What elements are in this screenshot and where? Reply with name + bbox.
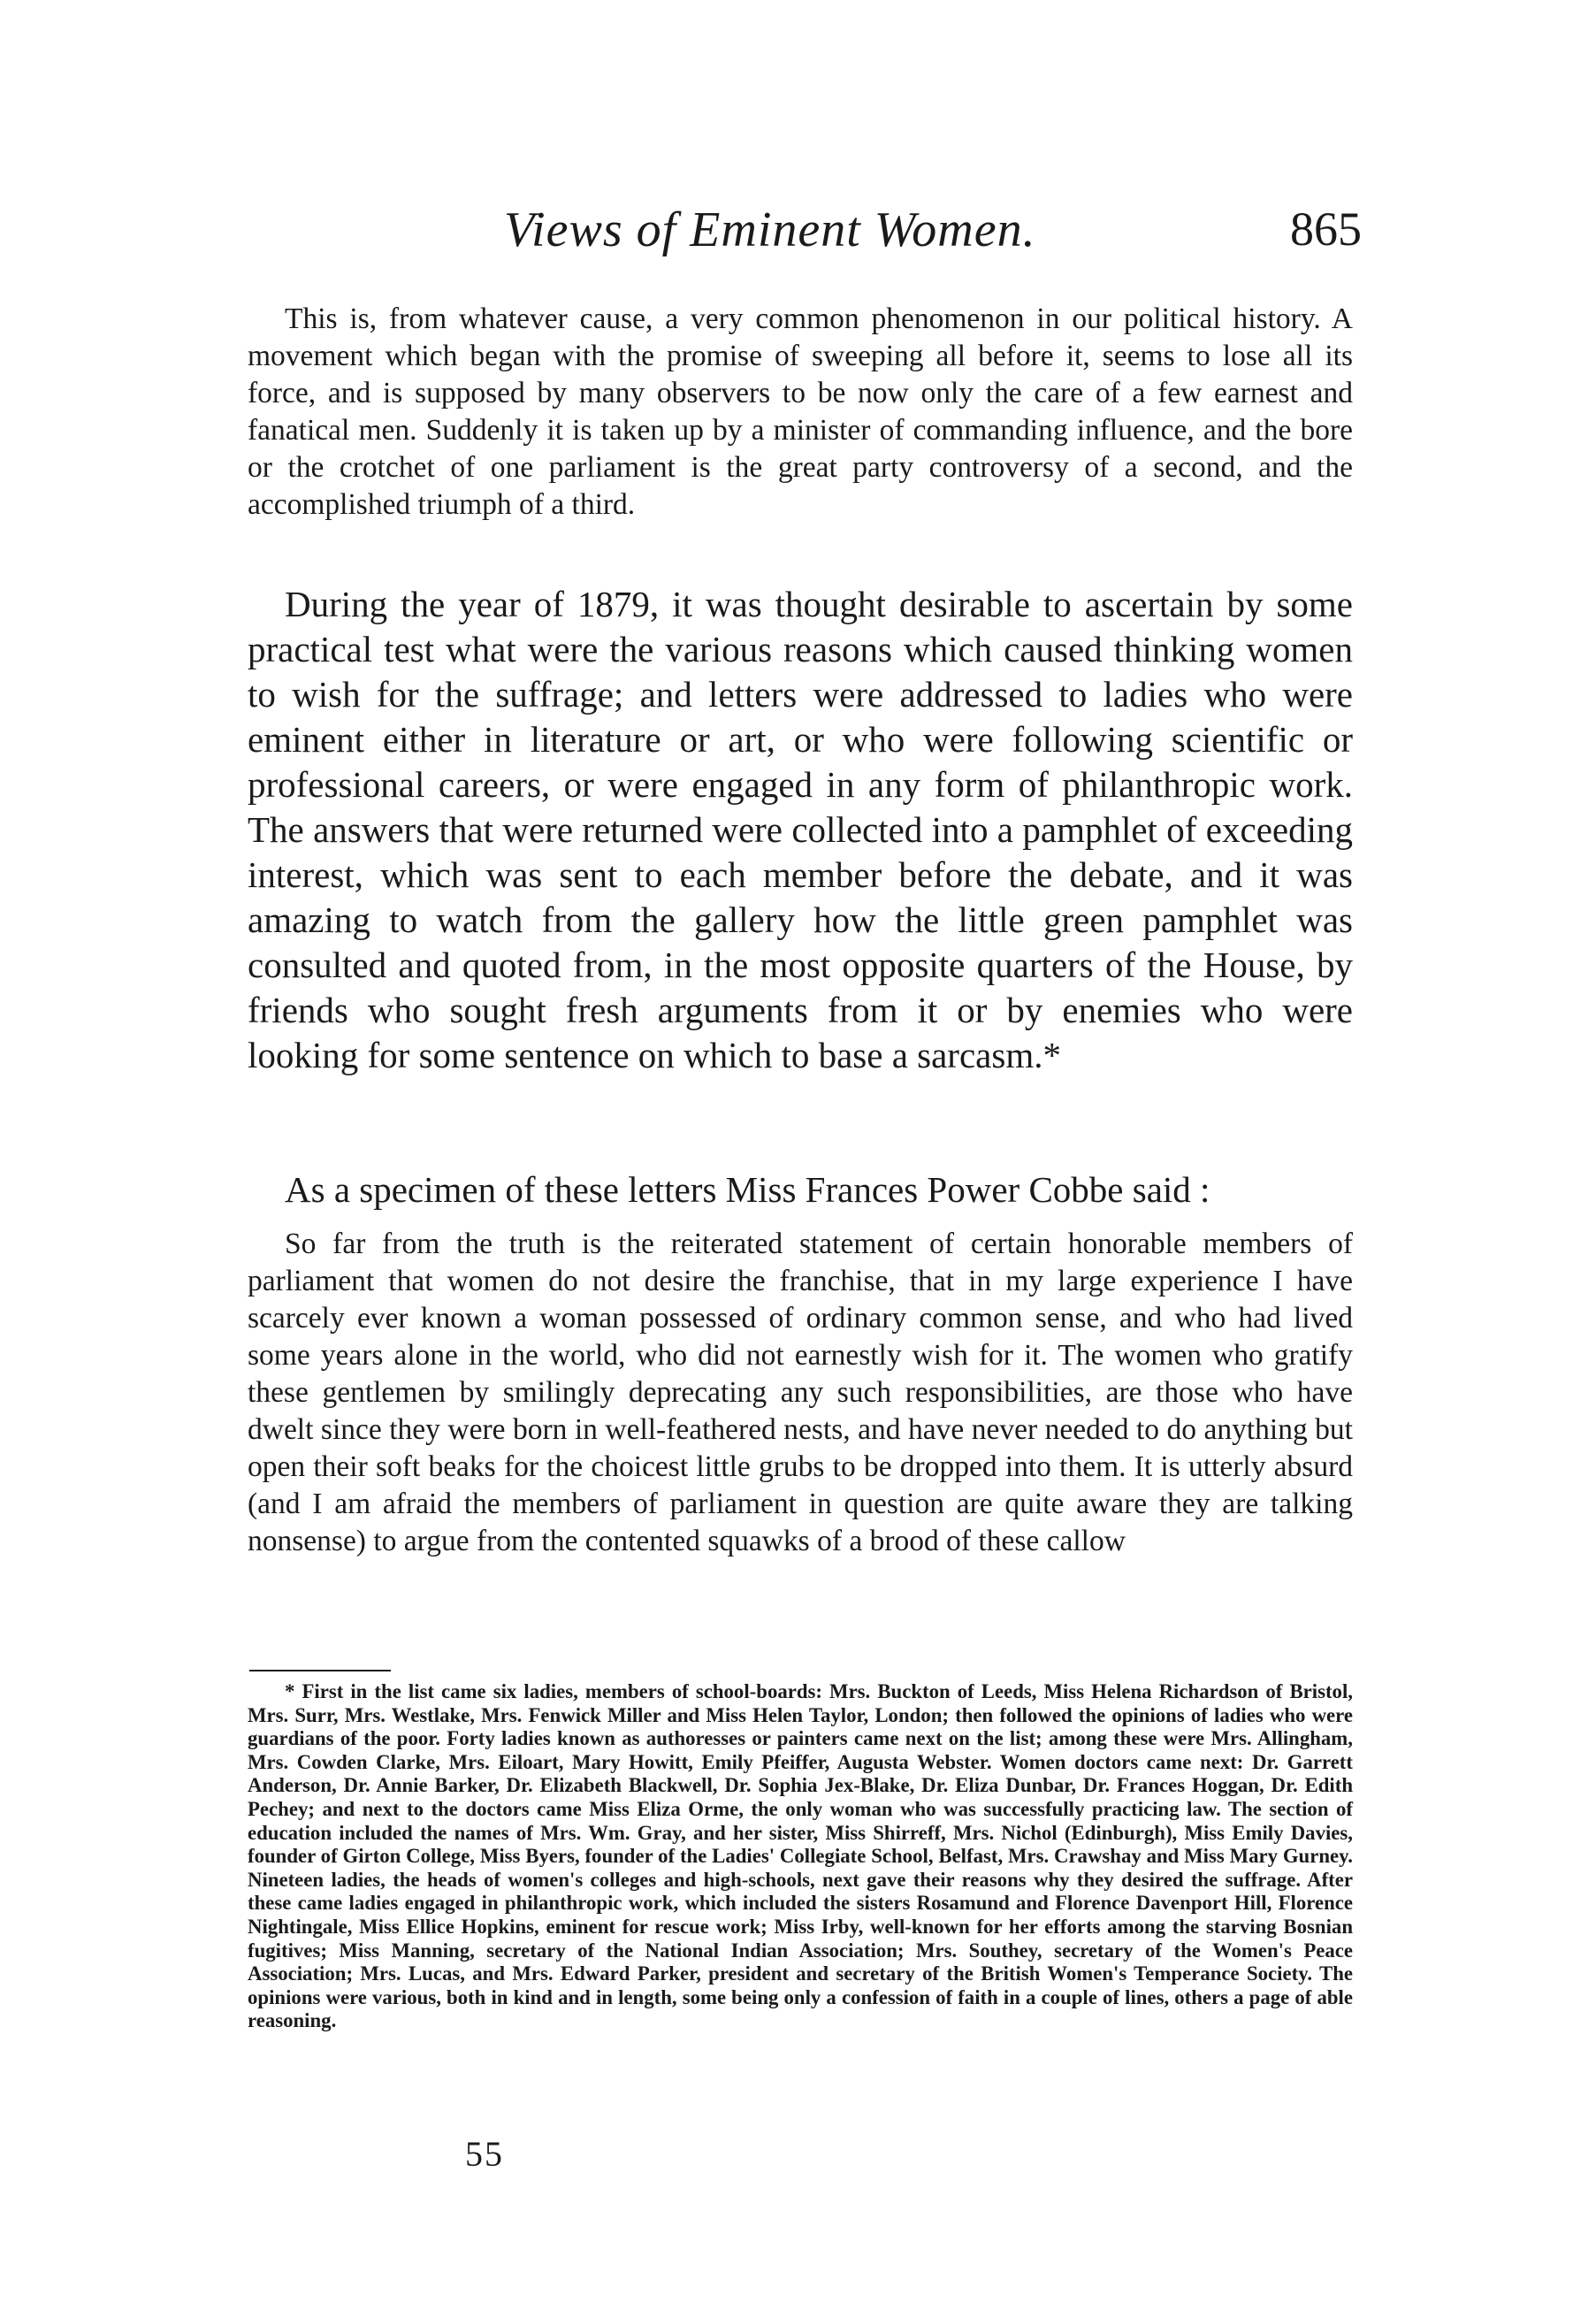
signature-mark: 55	[465, 2134, 504, 2174]
paragraph-specimen-intro: As a specimen of these letters Miss Frances Power Cobbe said :	[285, 1169, 1210, 1210]
page-number: 865	[1290, 203, 1362, 256]
paragraph-year-1879: During the year of 1879, it was thought desirable to ascertain by some practical test what were the various reasons which caused thinking women to wish for the suffrage; and letters were addressed to ladies who were eminent either in literature or art, or who were following scientific or professional careers, or were engaged in any form of philanthropic work. The answers that were returned were collected into a pamphlet of exceeding interest, which was sent to each member before the debate, and it was amazing to watch from the gallery how the little green pamphlet was consulted and quoted from, in the most opposite quarters of the House, by friends who sought fresh arguments from it or by enemies who were looking for some sentence on which to base a sarcasm.*	[248, 584, 1353, 1075]
quoted-letter-cobbe: So far from the truth is the reiterated statement of certain honorable members of parliament that women do not desire the franchise, that in my large experience I have scarcely ever known a woman possessed of ordinary common sense, and who had lived some years alone in the world, who did not earnestly wish for it. The women who gratify these gentlemen by smilingly deprecating any such responsibilities, are those who have dwelt since they were born in well-feathered nests, and have never needed to do anything but open their soft beaks for the choicest little grubs to be dropped into them. It is utterly absurd (and I am afraid the members of parliament in question are quite aware they are talking nonsense) to argue from the contented squawks of a brood of these callow	[248, 1228, 1353, 1557]
running-head	[248, 202, 1362, 272]
paragraph-opening: This is, from whatever cause, a very common phenomenon in our political history. A movement which began with the promise of sweeping all before it, seems to lose all its force, and is supposed by many observers to be now only the care of a few earnest and fanatical men. Suddenly it is taken up by a minister of commanding influence, and the bore or the crotchet of one parliament is the great party controversy of a second, and the accomplished triumph of a third.	[248, 302, 1353, 521]
footnote: * First in the list came six ladies, members of school-boards: Mrs. Buckton of Leeds, Miss Helena Richardson of Bristol, Mrs. Surr, Mrs. Westlake, Mrs. Fenwick Miller and Miss Helen Taylor, London; then followed the opinions of ladies who were guardians of the poor. Forty ladies known as authoresses or painters came next on the list; among these were Mrs. Allingham, Mrs. Cowden Clarke, Mrs. Eiloart, Mary Howitt, Emily Pfeiffer, Augusta Webster. Women doctors came next: Dr. Garrett Anderson, Dr. Annie Barker, Dr. Elizabeth Blackwell, Dr. Sophia Jex-Blake, Dr. Eliza Dunbar, Dr. Frances Hoggan, Dr. Edith Pechey; and next to the doctors came Miss Eliza Orme, the only woman who was successfully practicing law. The section of education included the names of Mrs. Wm. Gray, and her sister, Miss Shirreff, Mrs. Nichol (Edinburgh), Miss Emily Davies, founder of Girton College, Miss Byers, founder of the Ladies' Collegiate School, Belfast, Mrs. Crawshay and Miss Mary Gurney. Nineteen ladies, the heads of women's colleges and high-schools, next gave their reasons why they desired the suffrage. After these came ladies engaged in philanthropic work, which included the sisters Rosamund and Florence Davenport Hill, Florence Nightingale, Miss Ellice Hopkins, eminent for rescue work; Miss Irby, well-known for her efforts among the starving Bosnian fugitives; Miss Manning, secretary of the National Indian Association; Mrs. Southey, secretary of the Women's Peace Association; Mrs. Lucas, and Mrs. Edward Parker, president and secretary of the British Women's Temperance Society. The opinions were various, both in kind and in length, some being only a confession of faith in a couple of lines, others a page of able reasoning.	[248, 1680, 1353, 2032]
running-title: Views of Eminent Women.	[504, 203, 1036, 257]
footnote-rule	[249, 1670, 391, 1671]
